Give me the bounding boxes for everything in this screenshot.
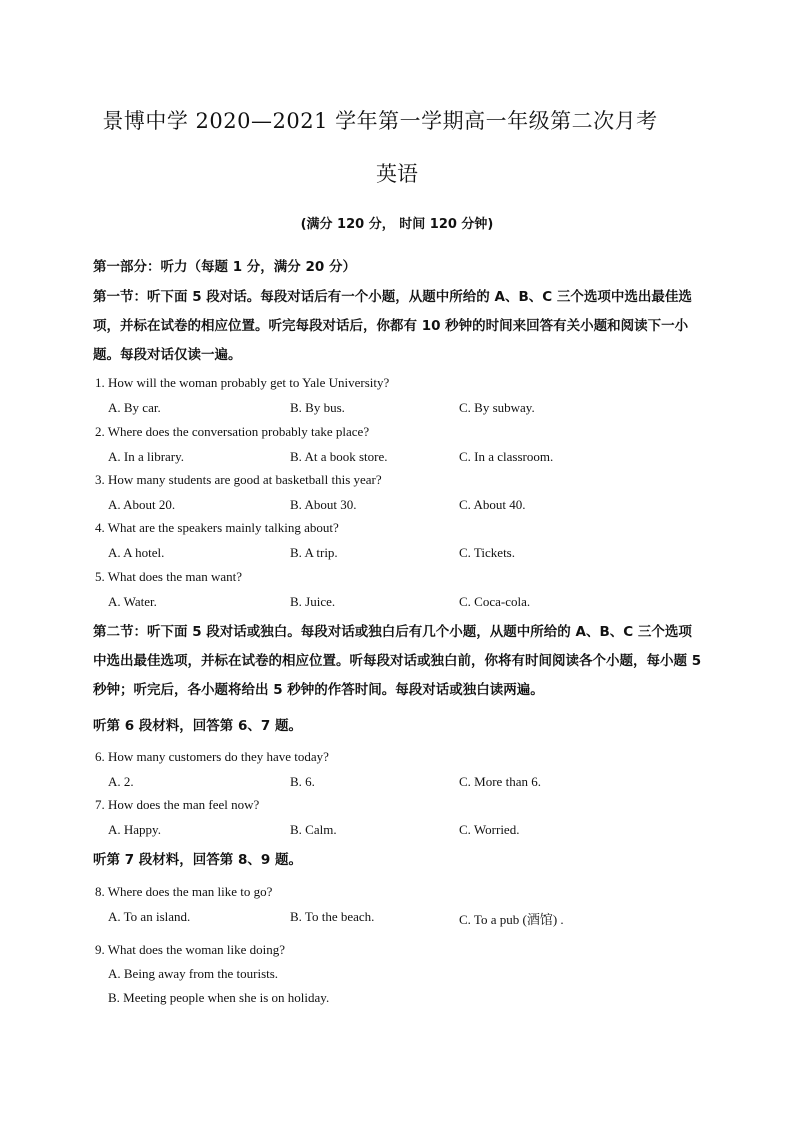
q3-option-c: C. About 40.: [459, 497, 526, 512]
q8-option-c: C. To a pub (酒馆) .: [459, 912, 564, 927]
q9-option-a: A. Being away from the tourists.: [108, 966, 279, 981]
material-6-heading: 听第 6 段材料，回答第 6、7 题。: [93, 718, 302, 734]
question-6: 6. How many customers do they have today?: [95, 749, 329, 764]
q5-option-b: B. Juice.: [290, 594, 336, 609]
q4-option-a: A. A hotel.: [108, 545, 165, 560]
q5-option-c: C. Coca-cola.: [459, 594, 531, 609]
q3-option-b: B. About 30.: [290, 497, 357, 512]
question-9: 9. What does the woman like doing?: [95, 942, 286, 957]
question-3: 3. How many students are good at basketball this year?: [95, 472, 382, 487]
q6-option-c: C. More than 6.: [459, 774, 541, 789]
question-1: 1. How will the woman probably get to Yale University?: [95, 375, 390, 390]
q7-option-b: B. Calm.: [290, 822, 337, 837]
exam-title: 景博中学 2020—2021 学年第一学期高一年级第二次月考: [102, 109, 658, 133]
q6-option-a: A. 2.: [108, 774, 134, 789]
q3-option-a: A. About 20.: [108, 497, 176, 512]
section1-instructions: 第一节：听下面 5 段对话。每段对话后有一个小题，从题中所给的 A、B、C 三个选项中选出最佳选项，并标在试卷的相应位置。听完每段对话后，你都有 10 秒钟的时间来回答有关小题和阅读下一小题。每段对话仅读一遍。: [93, 289, 692, 363]
subject-title: 英语: [376, 162, 418, 186]
q2-option-b: B. At a book store.: [290, 449, 388, 464]
question-4: 4. What are the speakers mainly talking about?: [95, 520, 339, 535]
question-8: 8. Where does the man like to go?: [95, 884, 273, 899]
q8-option-b: B. To the beach.: [290, 909, 375, 924]
material-7-heading: 听第 7 段材料，回答第 8、9 题。: [93, 852, 302, 868]
q9-option-b: B. Meeting people when she is on holiday.: [108, 990, 330, 1005]
question-2: 2. Where does the conversation probably take place?: [95, 424, 370, 439]
q4-option-b: B. A trip.: [290, 545, 338, 560]
q2-option-a: A. In a library.: [108, 449, 185, 464]
exam-meta: (满分 120 分， 时间 120 分钟): [300, 217, 494, 232]
question-5: 5. What does the man want?: [95, 569, 243, 584]
q1-option-b: B. By bus.: [290, 400, 345, 415]
q5-option-a: A. Water.: [108, 594, 157, 609]
question-7: 7. How does the man feel now?: [95, 797, 260, 812]
part1-heading: 第一部分：听力（每题 1 分，满分 20 分）: [93, 259, 356, 275]
q1-option-a: A. By car.: [108, 400, 161, 415]
q1-option-c: C. By subway.: [459, 400, 535, 415]
q7-option-a: A. Happy.: [108, 822, 161, 837]
section2-instructions: 第二节：听下面 5 段对话或独白。每段对话或独白后有几个小题，从题中所给的 A、B、C 三个选项中选出最佳选项，并标在试卷的相应位置。听每段对话或独白前，你将有时间阅读各个小题，每小题 5 秒钟；听完后，各小题将给出 5 秒钟的作答时间。每段对话或独白读两遍。: [93, 624, 702, 698]
q8-option-a: A. To an island.: [108, 909, 191, 924]
q2-option-c: C. In a classroom.: [459, 449, 554, 464]
q6-option-b: B. 6.: [290, 774, 315, 789]
q7-option-c: C. Worried.: [459, 822, 520, 837]
q4-option-c: C. Tickets.: [459, 545, 515, 560]
